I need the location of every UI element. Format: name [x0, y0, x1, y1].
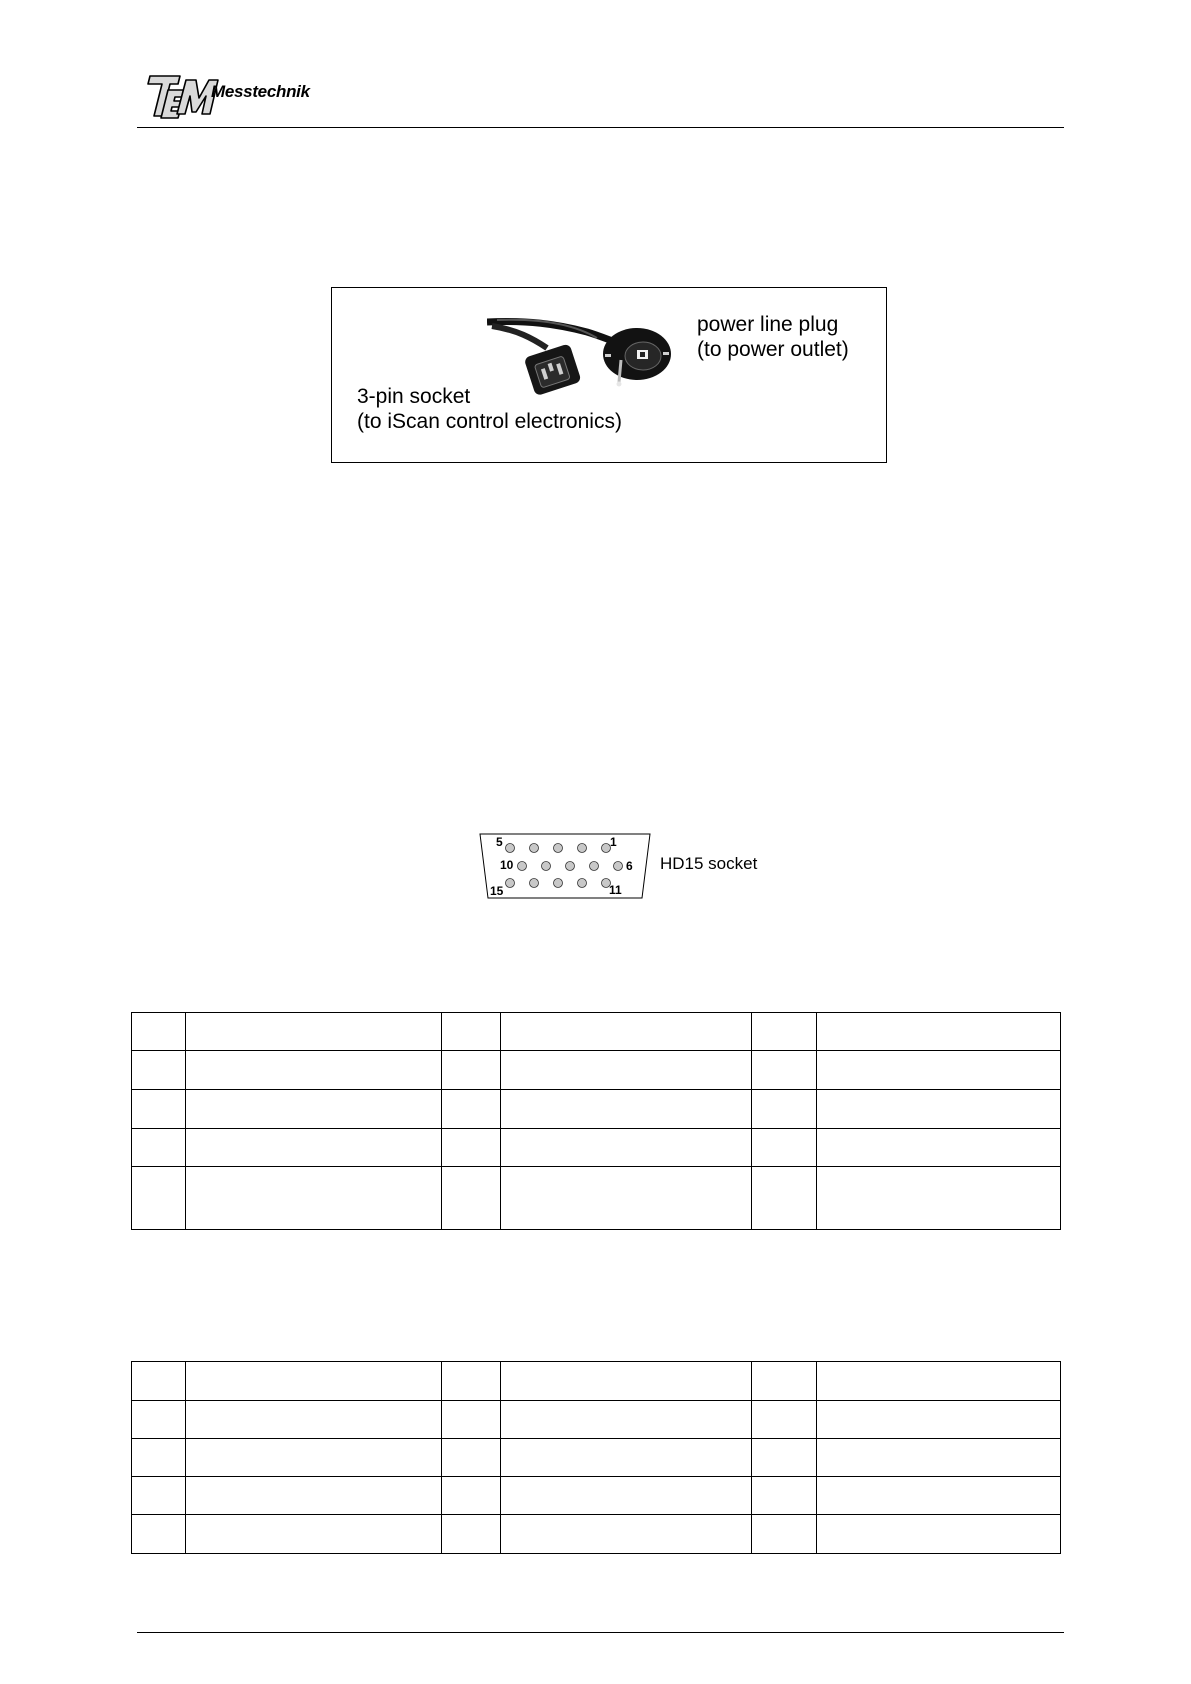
hd15-socket-figure	[478, 832, 778, 902]
table-cell	[132, 1401, 186, 1439]
hd15-pin-hole	[530, 844, 539, 853]
hd15-pin-hole	[506, 844, 515, 853]
table-row	[132, 1090, 1061, 1129]
power-plug-label-line1: power line plug	[697, 313, 839, 336]
table-row	[132, 1515, 1061, 1554]
table-cell	[442, 1515, 501, 1554]
table-cell	[186, 1515, 442, 1554]
table-cell	[132, 1051, 186, 1090]
hd15-pin-hole	[530, 879, 539, 888]
table-cell	[752, 1439, 817, 1477]
pin-label-11: 11	[609, 883, 622, 897]
table-cell	[752, 1129, 817, 1167]
table-cell	[186, 1013, 442, 1051]
table-cell	[752, 1167, 817, 1230]
pin-label-5: 5	[496, 835, 503, 849]
power-cable-figure	[331, 287, 887, 463]
table-row	[132, 1401, 1061, 1439]
pin-label-6: 6	[626, 859, 633, 873]
table-row	[132, 1362, 1061, 1401]
table-cell	[442, 1362, 501, 1401]
table-cell	[752, 1477, 817, 1515]
table-cell	[132, 1167, 186, 1230]
table-row	[132, 1477, 1061, 1515]
table-cell	[186, 1051, 442, 1090]
hd15-pin-hole	[614, 862, 623, 871]
table-cell	[752, 1515, 817, 1554]
table-cell	[501, 1013, 752, 1051]
hd15-pin-hole	[542, 862, 551, 871]
pin-label-15: 15	[490, 884, 504, 898]
table-cell	[186, 1129, 442, 1167]
hd15-pin-hole	[578, 879, 587, 888]
table-cell	[501, 1167, 752, 1230]
table-cell	[132, 1362, 186, 1401]
socket-label	[357, 384, 622, 434]
table-cell	[132, 1090, 186, 1129]
socket-label-line2: (to iScan control electronics)	[357, 410, 622, 433]
hd15-socket-diagram	[478, 832, 652, 902]
table-cell	[186, 1401, 442, 1439]
table-cell	[817, 1401, 1061, 1439]
table-cell	[186, 1090, 442, 1129]
table-cell	[752, 1013, 817, 1051]
table-row	[132, 1439, 1061, 1477]
table-cell	[442, 1401, 501, 1439]
socket-label-line1: 3-pin socket	[357, 385, 471, 408]
table-cell	[817, 1167, 1061, 1230]
hd15-pin-hole	[554, 844, 563, 853]
table-cell	[817, 1477, 1061, 1515]
hd15-pin-hole	[554, 879, 563, 888]
footer-rule	[137, 1632, 1064, 1633]
table-cell	[186, 1362, 442, 1401]
hd15-pin-hole	[518, 862, 527, 871]
table-cell	[442, 1439, 501, 1477]
hd15-pin-hole	[566, 862, 575, 871]
power-plug-label	[697, 312, 849, 362]
brand-name: Messtechnik	[211, 82, 310, 101]
table-cell	[501, 1439, 752, 1477]
table-cell	[817, 1013, 1061, 1051]
table-cell	[442, 1090, 501, 1129]
table-row	[132, 1013, 1061, 1051]
table-cell	[752, 1362, 817, 1401]
power-plug-label-line2: (to power outlet)	[697, 338, 849, 361]
table-cell	[442, 1477, 501, 1515]
pin-label-10: 10	[500, 858, 514, 872]
table-cell	[817, 1439, 1061, 1477]
table-cell	[752, 1051, 817, 1090]
table-cell	[817, 1362, 1061, 1401]
table-cell	[501, 1362, 752, 1401]
table-cell	[132, 1477, 186, 1515]
hd15-socket-label: HD15 socket	[660, 854, 758, 873]
table-cell	[442, 1051, 501, 1090]
table-cell	[501, 1401, 752, 1439]
pin-table-2	[131, 1361, 1061, 1554]
table-cell	[817, 1090, 1061, 1129]
pin-table-1	[131, 1012, 1061, 1230]
table-cell	[752, 1401, 817, 1439]
table-cell	[501, 1515, 752, 1554]
table-cell	[442, 1167, 501, 1230]
table-cell	[817, 1129, 1061, 1167]
table-cell	[132, 1439, 186, 1477]
table-row	[132, 1129, 1061, 1167]
pin-label-1: 1	[610, 835, 617, 849]
table-cell	[501, 1477, 752, 1515]
table-cell	[132, 1129, 186, 1167]
table-cell	[752, 1090, 817, 1129]
hd15-pin-hole	[506, 879, 515, 888]
table-cell	[186, 1167, 442, 1230]
table-cell	[132, 1013, 186, 1051]
table-cell	[501, 1051, 752, 1090]
table-cell	[186, 1477, 442, 1515]
table-cell	[442, 1013, 501, 1051]
table-row	[132, 1051, 1061, 1090]
table-row	[132, 1167, 1061, 1230]
table-cell	[501, 1129, 752, 1167]
table-cell	[817, 1515, 1061, 1554]
table-cell	[442, 1129, 501, 1167]
hd15-pin-hole	[590, 862, 599, 871]
table-cell	[132, 1515, 186, 1554]
header-rule	[137, 127, 1064, 128]
table-cell	[186, 1439, 442, 1477]
table-cell	[501, 1090, 752, 1129]
table-cell	[817, 1051, 1061, 1090]
hd15-pin-hole	[578, 844, 587, 853]
